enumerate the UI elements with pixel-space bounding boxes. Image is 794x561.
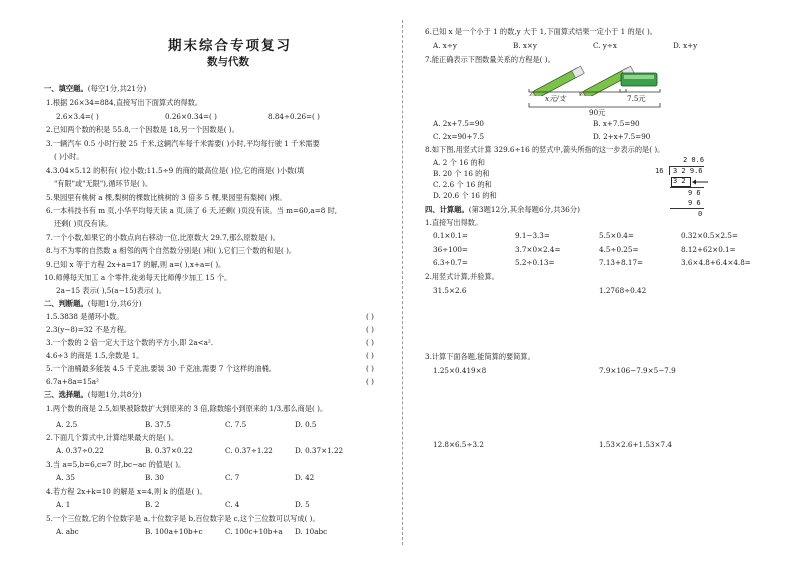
choice-option: D. 0.5: [295, 420, 317, 429]
judge-paren: ( ): [366, 325, 374, 334]
choice-option: C. 7: [225, 473, 240, 482]
total-price-label: 90元: [589, 108, 606, 117]
section-choice: 三、选择题。(每题1分,共8分): [44, 390, 142, 399]
choice-option: B. x+7.5=90: [593, 119, 640, 128]
choice-option: C. 7.5: [225, 420, 247, 429]
division-remainder: 0: [698, 210, 703, 218]
choice-option: D. 5: [295, 500, 310, 509]
choice-4: 4.若方程 2x+k=10 的解是 x=4,则 k 的值是( )。: [46, 487, 207, 496]
calc-item: 8.12+62×0.1=: [681, 245, 736, 254]
choice-option: B. 2: [145, 500, 160, 509]
choice-option: D. 0.37×1.22: [295, 446, 344, 455]
choice-option: A. 2 个 16 的和: [433, 158, 485, 167]
division-bracket: [669, 166, 670, 175]
division-step: 3 2: [673, 177, 686, 185]
judge-item: 5.一个油桶最多能装 4.5 千克油,要装 30 千克油,需要 7 个这样的油桶。: [46, 364, 276, 373]
judge-item: 1.5.3838 是循环小数。: [46, 312, 124, 321]
question-6b: 还剩( )页没有读。: [54, 219, 113, 228]
judge-item: 3.一个数的 2 倍一定大于这个数的平方小,即 2a<a².: [46, 338, 214, 347]
choice-1: 1.两个数的商是 2.5,如果被除数扩大到原来的 3 倍,除数缩小到原来的 1/3,那么商是( )。: [46, 404, 328, 413]
calc-item: 3.6×4.8+6.4×4.8=: [681, 258, 751, 267]
question-8: 8.与不为零的自然数 a 相邻的两个自然数分别是( )和( ),它们三个数的和是( )。: [46, 246, 297, 255]
choice-option: B. 0.37×0.22: [145, 446, 193, 455]
section-fill-blank: 一、填空题。(每空1分,共21分): [44, 84, 147, 93]
calc-item: 0.1×0.1=: [433, 231, 468, 240]
choice-option: C. 100c+10b+a: [225, 527, 283, 536]
page-subtitle: 数与代数: [207, 56, 249, 68]
question-1b: 0.26×0.34=( ): [165, 112, 217, 121]
choice-option: C. 4: [225, 500, 240, 509]
calc-item: 7.13+8.17=: [599, 258, 644, 267]
choice-option: A. 1: [56, 500, 71, 509]
choice-7: 7.能正确表示下图数量关系的方程是( )。: [425, 55, 555, 64]
judge-item: 6.7a+8a=15a²: [46, 377, 99, 386]
choice-option: B. 37.5: [145, 420, 171, 429]
question-10a: 10.师傅每天加工 a 个零件,徒弟每天比师傅少加工 15 个。: [44, 273, 232, 282]
calc-item: 36÷100=: [433, 245, 468, 254]
question-3a: 3.一辆汽车 0.5 小时行驶 25 千米,这辆汽车每千米需要( )小时,平均每行驶 1 千米需要: [46, 139, 320, 148]
choice-option: D. 42: [295, 473, 315, 482]
calc-item: 6.3÷0.7=: [433, 258, 468, 267]
calc-1-title: 1.直接写出得数。: [425, 218, 483, 227]
choice-option: D. x+y: [673, 41, 698, 50]
choice-2: 2.下面几个算式中,计算结果最大的是( )。: [46, 433, 179, 442]
question-1: 1.根据 26×34=884,直接写出下面算式的得数。: [46, 98, 203, 107]
question-9: 9.已知 x 等于方程 2x+a=17 的解,则 a=( ),x+a=( )。: [46, 260, 226, 269]
division-divisor: 16: [655, 167, 664, 175]
choice-option: B. x×y: [513, 41, 537, 50]
question-5: 5.果园里有桃树 a 棵,梨树的棵数比桃树的 3 倍多 5 棵,果园里有梨树( )棵。: [46, 193, 287, 202]
question-10b: 2a−15 表示( ),5(a−15)表示( )。: [56, 286, 166, 295]
choice-option: D. 2+x+7.5=90: [593, 132, 651, 141]
division-line: [670, 208, 704, 209]
choice-option: A. 35: [56, 473, 75, 482]
column-separator: [402, 20, 403, 545]
calc-3-title: 3.计算下面各题,能简算的要简算。: [425, 352, 535, 361]
choice-option: A. 0.37÷0.22: [56, 446, 104, 455]
calc-item: 3.7×0×2.4=: [515, 245, 561, 254]
division-step: 9 6: [688, 199, 701, 207]
choice-6: 6.已知 x 是一个小于 1 的数,y 大于 1,下面算式结果一定小于 1 的是( )。: [425, 27, 657, 36]
choice-option: C. y÷x: [593, 41, 617, 50]
judge-paren: ( ): [366, 364, 374, 373]
judge-paren: ( ): [366, 338, 374, 347]
pencil-box-icon: [620, 70, 658, 88]
judge-item: 2.3(y−8)=32 不是方程。: [46, 325, 132, 334]
choice-option: A. 2x+7.5=90: [433, 119, 485, 128]
choice-option: A. 2.5: [56, 420, 78, 429]
box-price-label: 7.5元: [627, 94, 646, 103]
choice-option: C. 0.37÷1.22: [225, 446, 273, 455]
question-1a: 2.6×3.4=( ): [56, 112, 99, 121]
calc-3d: 1.53×2.6+1.53×7.4: [599, 440, 672, 449]
question-4b: "有限"或"无限"),循环节是( )。: [54, 179, 153, 188]
calc-item: 4.5÷0.25=: [599, 245, 639, 254]
division-step: 9 6: [688, 189, 701, 197]
page-title: 期末综合专项复习: [168, 38, 292, 54]
calc-2a: 31.5×2.6: [433, 286, 467, 295]
question-7: 7.一个小数,如果它的小数点向右移动一位,比原数大 29.7,那么原数是( )。: [46, 233, 280, 242]
judge-paren: ( ): [366, 312, 374, 321]
question-6a: 6.一本科技书有 m 页,小华平均每天读 a 页,读了 6 天,还剩( )页没有读。当 m=60,a=8 时,: [46, 206, 338, 215]
division-dividend: 3 2 9.6: [673, 167, 703, 175]
choice-option: D. 10abc: [295, 527, 328, 536]
question-1c: 8.84÷0.26=( ): [268, 112, 320, 121]
question-2: 2.已知两个数的积是 55.8,一个因数是 18,另一个因数是( )。: [46, 125, 239, 134]
question-3b: ( )小时。: [54, 152, 84, 161]
calc-2-title: 2.用竖式计算,并验算。: [425, 272, 499, 281]
judge-paren: ( ): [366, 377, 374, 386]
calc-3c: 12.8×6.5÷3.2: [433, 440, 484, 449]
choice-option: B. 30: [145, 473, 164, 482]
choice-option: C. 2x=90+7.5: [433, 132, 485, 141]
division-line: [670, 187, 704, 188]
choice-option: B. 100a+10b+c: [145, 527, 203, 536]
choice-option: D. 20.6 个 16 的和: [433, 191, 497, 200]
choice-option: A. abc: [56, 527, 79, 536]
calc-item: 0.32×0.5×2.5=: [681, 231, 738, 240]
arrow-left-icon: [691, 178, 709, 186]
calc-item: 5.5×0.4=: [599, 231, 634, 240]
choice-3: 3.当 a=5,b=6,c=7 时,bc−ac 的值是( )。: [46, 460, 186, 469]
judge-paren: ( ): [366, 351, 374, 360]
choice-8: 8.如下图,用竖式计算 329.6÷16 的竖式中,箭头所指的这一步表示的是( )。: [425, 145, 665, 154]
pen-price-label: x元/支: [545, 94, 566, 103]
division-quotient: 2 0.6: [683, 156, 705, 164]
judge-item: 4.6÷3 的商是 1.5,余数是 1。: [46, 351, 144, 360]
section-calculation: 四、计算题。(第3题12分,其余每题6分,共36分): [425, 205, 580, 214]
calc-item: 5.2÷0.13=: [515, 258, 555, 267]
choice-option: A. x÷y: [433, 41, 457, 50]
choice-5: 5.一个三位数,它的个位数字是 a,十位数字是 b,百位数字是 c,这个三位数可以写成( )。: [46, 514, 320, 523]
calc-3a: 1.25×0.419×8: [433, 366, 487, 375]
calc-item: 9.1−3.3=: [515, 231, 550, 240]
choice-option: B. 20 个 16 的和: [433, 169, 490, 178]
section-judge: 二、判断题。(每题1分,共6分): [44, 299, 142, 308]
choice-option: C. 2.6 个 16 的和: [433, 180, 492, 189]
calc-3b: 7.9×106−7.9×5−7.9: [599, 366, 676, 375]
question-4a: 4.3.04×5.12 的积有( )位小数;11.5÷9 的商的最高位是( )位,它的商是( )小数(填: [46, 166, 305, 175]
calc-2b: 1.2768÷0.42: [599, 286, 647, 295]
